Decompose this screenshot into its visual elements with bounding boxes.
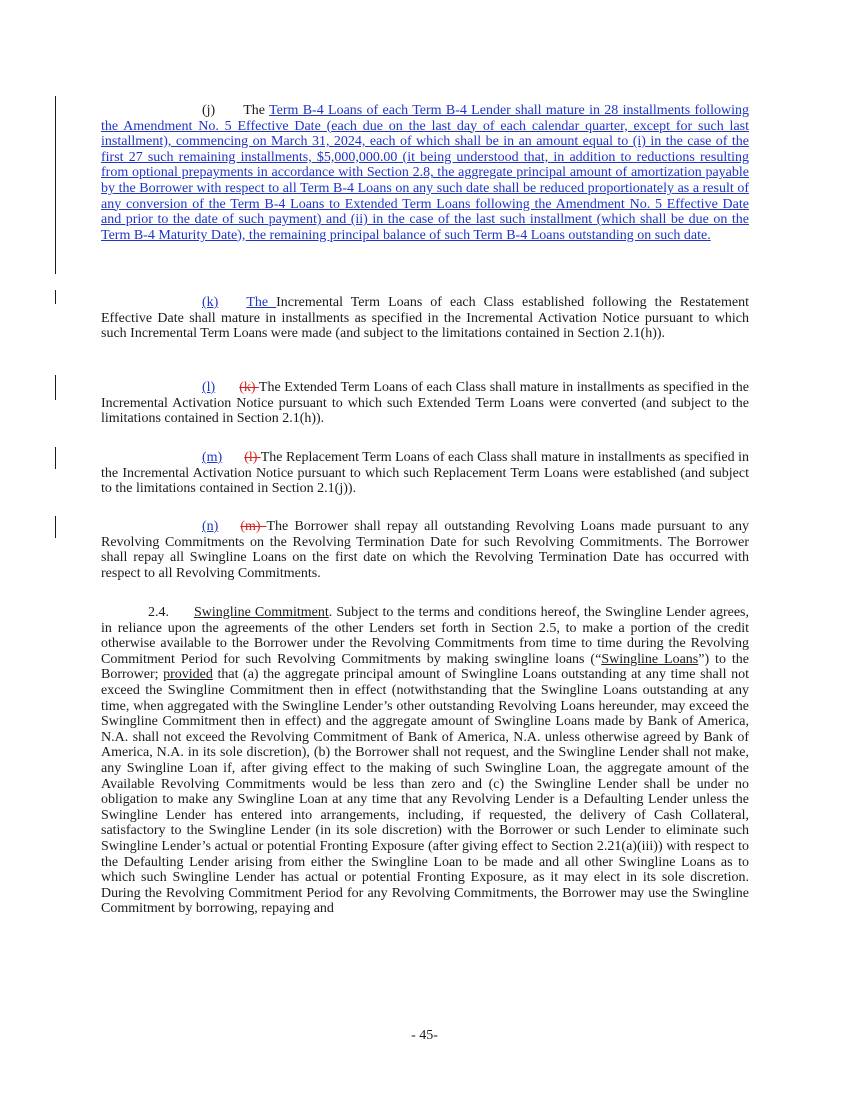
page-number: - 45- xyxy=(411,1028,438,1043)
deleted-label: (l) xyxy=(244,450,261,465)
change-bar xyxy=(55,290,56,304)
inserted-label: (l) xyxy=(202,380,216,395)
paragraph-l xyxy=(101,380,749,427)
paragraph-body: Incremental Term Loans of each Class established following the Restatement Effective Date shall mature in installments as specified in the Incremental Activation Notice pursuant to which such Incremental Term Loans were made (and subject to the limitations contained in Section 2.1(h)). xyxy=(101,295,749,342)
paragraph-n xyxy=(101,519,749,581)
deleted-label: (k) xyxy=(239,380,259,395)
inserted-text: Term B-4 Loans of each Term B-4 Lender shall mature in 28 installments following the Amendment No. 5 Effective Date (each due on the last day of each calendar quarter, except for such last installment), commencing on March 31, 2024, each of which shall be in an amount equal to (i) in the case of the first 27 such remaining installments, $5,000,000.00 (it being understood that, in addition to reductions resulting from optional prepayments in accordance with Section 2.8, the aggregate principal amount of amortization payable by the Borrower with respect to all Term B-4 Loans on any such date shall be reduced proportionately as a result of any conversion of the Term B-4 Loans to Extended Term Loans following the Amendment No. 5 Effective Date and prior to the date of such payment) and (ii) in the case of the last such installment (which shall be due on the Term B-4 Maturity Date), the remaining principal balance of such Term B-4 Loans outstanding on such date. xyxy=(101,103,749,243)
section-text: that (a) the aggregate principal amount of Swingline Loans outstanding at any time shall not exceed the Swingline Commitment then in effect (notwithstanding that the Swingline Loans outstanding at any time, when aggregated with the Swingline Lender’s other outstanding Revolving Loans hereunder, may exceed the Swingline Commitment then in effect) and the aggregate amount of Swingline Loans made by Bank of America, N.A. shall not exceed the Revolving Commitment of Bank of America, N.A. unless otherwise agreed by Bank of America, N.A. in its sole discretion), (b) the Borrower shall not request, and the Swingline Lender shall not make, any Swingline Loan if, after giving effect to the making of such Swingline Loan, the aggregate amount of the Available Revolving Commitments would be less than zero and (c) the Swingline Lender shall be under no obligation to make any Swingline Loan at any time that any Revolving Lender is a Defaulting Lender unless the Swingline Lender has entered into arrangements, including, if requested, the delivery of Cash Collateral, satisfactory to the Swingline Lender (in its sole discretion) with the Borrower or such Lender to eliminate such Swingline Lender’s actual or potential Fronting Exposure (after giving effect to Section 2.21(a)(iii)) with respect to the Defaulting Lender arising from either the Swingline Loan to be made and all other Swingline Loans as to which such Swingline Lender has actual or potential Fronting Exposure, as it may elect in its sole discretion. During the Revolving Commitment Period for any Revolving Commitments, the Borrower may use the Swingline Commitment by borrowing, repaying and xyxy=(101,667,749,917)
section-2-4 xyxy=(101,605,749,917)
change-bar xyxy=(55,96,56,274)
change-bar xyxy=(55,516,56,538)
paragraph-label: (j) xyxy=(202,103,216,118)
paragraph-lead: The xyxy=(243,103,270,118)
inserted-word: The xyxy=(246,295,277,310)
paragraph-j xyxy=(101,103,749,243)
paragraph-m xyxy=(101,450,749,497)
provided-term: provided xyxy=(163,667,213,683)
change-bar xyxy=(55,447,56,469)
inserted-label: (k) xyxy=(202,295,219,310)
section-number: 2.4. xyxy=(148,605,169,620)
inserted-label: (n) xyxy=(202,519,219,534)
paragraph-body: The Replacement Term Loans of each Class shall mature in installments as specified in the Incremental Activation Notice pursuant to which such Replacement Term Loans were established (and subject to the limitations contained in Section 2.1(j)). xyxy=(101,450,749,497)
paragraph-k xyxy=(101,295,749,342)
defined-term: Swingline Loans xyxy=(601,651,699,667)
paragraph-body: The Borrower shall repay all outstanding Revolving Loans made pursuant to any Revolving Commitments on the Revolving Termination Date for such Revolving Commitments. The Borrower shall repay all Swingline Loans on the first date on which the Revolving Termination Date has occurred with respect to all Revolving Commitments. xyxy=(101,519,749,581)
section-text: . Subject to the terms and conditions hereof, the Swingline Lender agrees, in reliance upon the agreements of the other Lenders set forth in Section 2.5, to make a portion of the credit otherwise available to the Borrower under the Revolving Commitments from time to time during the Revolving Commitment Period for such Revolving Commitments by making swingline loans (“ xyxy=(101,605,749,667)
deleted-label: (m) xyxy=(240,519,267,534)
change-bar xyxy=(55,375,56,400)
paragraph-body: The Extended Term Loans of each Class shall mature in installments as specified in the Incremental Activation Notice pursuant to which such Extended Term Loans were converted (and subject to the limitations contained in Section 2.1(h)). xyxy=(101,380,749,427)
inserted-label: (m) xyxy=(202,450,223,465)
section-heading: Swingline Commitment xyxy=(194,605,329,620)
section-text: ”) to the Borrower; xyxy=(101,651,749,683)
